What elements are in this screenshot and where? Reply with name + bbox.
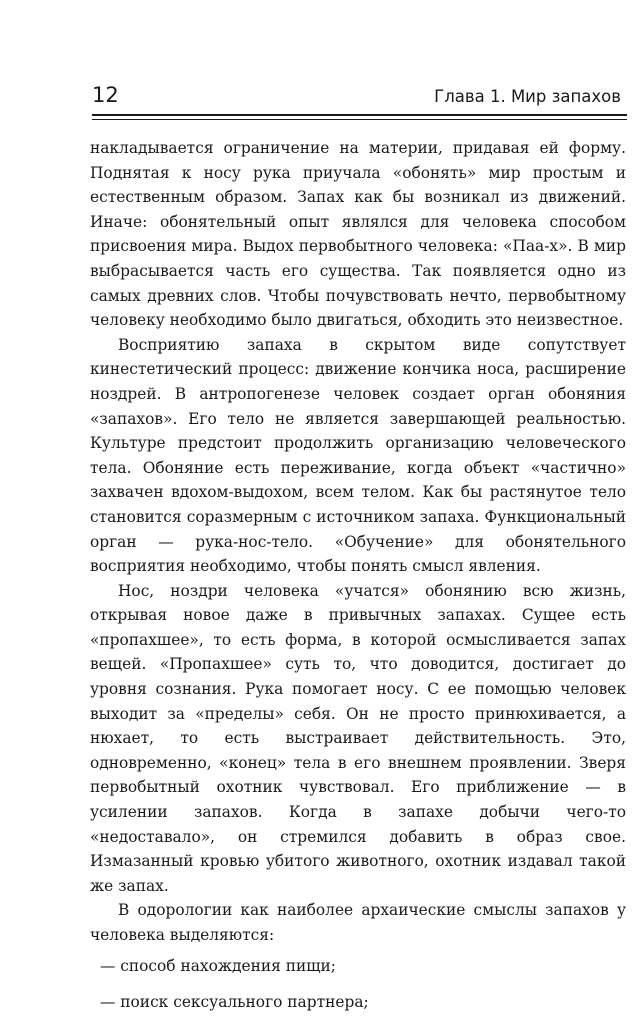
running-header-chapter-title: Глава 1. Мир запахов [434, 87, 621, 106]
header-rule-thin [92, 119, 627, 120]
paragraph-1: накладывается ограничение на материи, придавая ей форму. Поднятая к носу рука приучала «обонять» мир простым и естественным образом. Запах как бы возникал из движений. Иначе: обонятельный опыт являлся для человека способом присвоения мира. Выдох первобытного человека: «Паа-х». В мир выбрасывается часть его существа. Так появляется одно из самых древних слов. Чтобы почувствовать нечто, первобытному человеку необходимо было двигаться, обходить это неизвестное. [90, 139, 626, 330]
dash-list [90, 954, 626, 1015]
header-rule-thick [92, 114, 627, 116]
paragraph-3: Нос, ноздри человека «учатся» обонянию всю жизнь, открывая новое даже в привычных запахах. Сущее есть «пропахшее», то есть форма, в которой осмысливается запах вещей. «Пропахшее» суть то, что доводится, достигает до уровня сознания. Рука помогает носу. С ее помощью человек выходит за «пределы» себя. Он не просто принюхивается, а нюхает, то есть выстраивает действительность. Это, одновременно, «конец» тела в его внешнем проявлении. Зверя первобытный охотник чувствовал. Его приближение — в усилении запахов. Когда в запахе добычи чего-то «недоставало», он стремился добавить в образ свое. Измазанный кровью убитого животного, охотник издавал такой же запах. [90, 581, 626, 895]
page-number: 12 [92, 83, 119, 107]
paragraph-list-intro: В одорологии как наиболее архаические смыслы запахов у человека выделяются: [90, 901, 626, 944]
list-item: — поиск сексуального партнера; [100, 993, 369, 1012]
list-item: — способ нахождения пищи; [100, 956, 336, 975]
paragraph-2: Восприятию запаха в скрытом виде сопутствует кинестетический процесс: движение кончика носа, расширение ноздрей. В антропогенезе человек создает орган обоняния «запахов». Его тело не является завершающей реальностью. Культуре предстоит продолжить организацию человеческого тела. Обоняние есть переживание, когда объект «частично» захвачен вдохом-выдохом, всем телом. Как бы растянутое тело становится соразмерным с источником запаха. Функциональный орган — рука-нос-тело. «Обучение» для обонятельного восприятия необходимо, чтобы понять смысл явления. [90, 335, 626, 576]
body-text [90, 136, 626, 1027]
